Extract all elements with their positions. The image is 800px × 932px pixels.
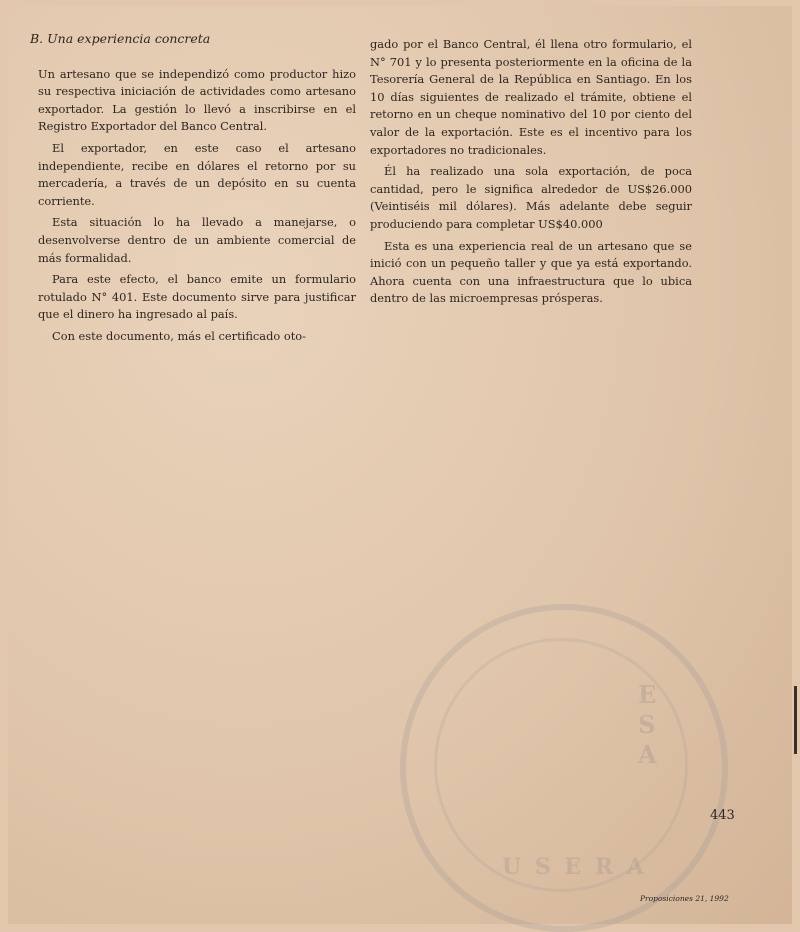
library-stamp xyxy=(400,604,728,932)
footer-citation: Proposiciones 21, 1992 xyxy=(640,894,729,903)
paragraph: Para este efecto, el banco emite un formulario rotulado N° 401. Este documento sirve para justificar que el dinero ha ingresado al país. xyxy=(38,272,356,322)
paragraph: gado por el Banco Central, él llena otro formulario, el N° 701 y lo presenta posteriormente en la oficina de la Tesorería General de la República en Santiago. En los 10 días siguientes de realizado el trámite, obtiene el retorno en un cheque nominativo del 10 por ciento del valor de la exportación. Este es el incentivo para los exportadores no tradicionales. xyxy=(370,37,692,157)
paragraph: El exportador, en este caso el artesano independiente, recibe en dólares el retorno por su mercadería, a través de un depósito en su cuenta corriente. xyxy=(38,140,356,208)
stamp-letters-right: E S A xyxy=(638,680,659,769)
paragraph: Él ha realizado una sola exportación, de poca cantidad, pero le significa alrededor de US$26.000 (Veintiséis mil dólares). Más adelante debe seguir produciendo para completar US$40.000 xyxy=(370,164,692,231)
paragraph: Con este documento, más el certificado oto- xyxy=(52,328,307,343)
paragraph: Un artesano que se independizó como productor hizo su respectiva iniciación de actividades como artesano exportador. La gestión lo llevó a inscribirse en el Registro Exportador del Banco Central. xyxy=(38,66,356,134)
page-edge-mark xyxy=(794,686,797,754)
paragraph: Esta es una experiencia real de un artesano que se inició con un pequeño taller y que ya está exportando. Ahora cuenta con una infraestructura que lo ubica dentro de las microempresas prósperas. xyxy=(370,238,692,306)
left-column xyxy=(30,30,356,350)
stamp-letters-bottom: U S E R A xyxy=(502,854,647,880)
page-number: 443 xyxy=(710,808,735,823)
section-heading: B. Una experiencia concreta xyxy=(30,31,211,46)
right-column xyxy=(370,36,692,312)
paragraph: Esta situación lo ha llevado a manejarse, o desenvolverse dentro de un ambiente comercial de más formalidad. xyxy=(38,215,356,265)
